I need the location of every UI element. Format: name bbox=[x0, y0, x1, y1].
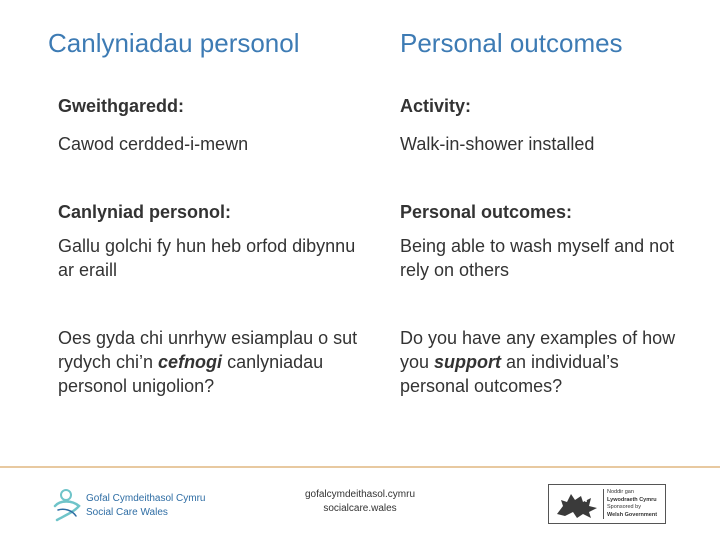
welsh-government-logo bbox=[548, 484, 666, 524]
english-outcome-label: Personal outcomes: bbox=[400, 202, 573, 222]
sponsor-welsh-line1: Noddir gan bbox=[607, 489, 634, 495]
english-title: Personal outcomes bbox=[400, 28, 623, 58]
footer-divider bbox=[0, 466, 720, 468]
social-care-wales-icon bbox=[52, 486, 84, 522]
welsh-outcome-value: Gallu golchi fy hun heb orfod dibynnu ar eraill bbox=[58, 236, 356, 280]
welsh-question-part1: Oes gyda chi unrhyw esiamplau o sut rydych chi’n bbox=[58, 328, 358, 372]
english-activity-label: Activity: bbox=[400, 96, 472, 116]
english-question bbox=[400, 326, 680, 398]
sponsor-text bbox=[607, 489, 657, 519]
welsh-outcome-label: Canlyniad personol: bbox=[58, 202, 232, 222]
english-question-part1: Do you have any examples of how you bbox=[400, 328, 676, 372]
logo-welsh-name: Gofal Cymdeithasol Cymru bbox=[86, 493, 206, 504]
social-care-wales-wordmark bbox=[86, 492, 205, 520]
welsh-question-emphasis: cefnogi bbox=[158, 352, 223, 372]
english-question-part2: an individual’s personal outcomes? bbox=[400, 352, 619, 396]
logo-divider bbox=[603, 489, 604, 519]
welsh-question-part2: canlyniadau personol unigolion? bbox=[58, 352, 324, 396]
url-english[interactable]: socialcare.wales bbox=[323, 503, 397, 514]
welsh-question bbox=[58, 326, 368, 398]
sponsor-english-line2: Welsh Government bbox=[607, 511, 658, 518]
english-activity-value: Walk-in-shower installed bbox=[400, 134, 595, 154]
welsh-activity-label: Gweithgaredd: bbox=[58, 96, 185, 116]
website-urls bbox=[290, 488, 430, 516]
sponsor-welsh-line2: Lywodraeth Cymru bbox=[607, 496, 657, 503]
social-care-wales-logo bbox=[52, 486, 212, 522]
welsh-title: Canlyniadau personol bbox=[48, 28, 300, 58]
url-welsh[interactable]: gofalcymdeithasol.cymru bbox=[304, 489, 416, 500]
welsh-activity-value: Cawod cerdded-i-mewn bbox=[58, 134, 249, 154]
welsh-dragon-icon bbox=[553, 488, 601, 520]
english-question-emphasis: support bbox=[434, 352, 502, 372]
sponsor-english-line1: Sponsored by bbox=[607, 504, 641, 510]
english-outcome-value: Being able to wash myself and not rely on others bbox=[400, 236, 675, 280]
logo-english-name: Social Care Wales bbox=[86, 507, 168, 518]
